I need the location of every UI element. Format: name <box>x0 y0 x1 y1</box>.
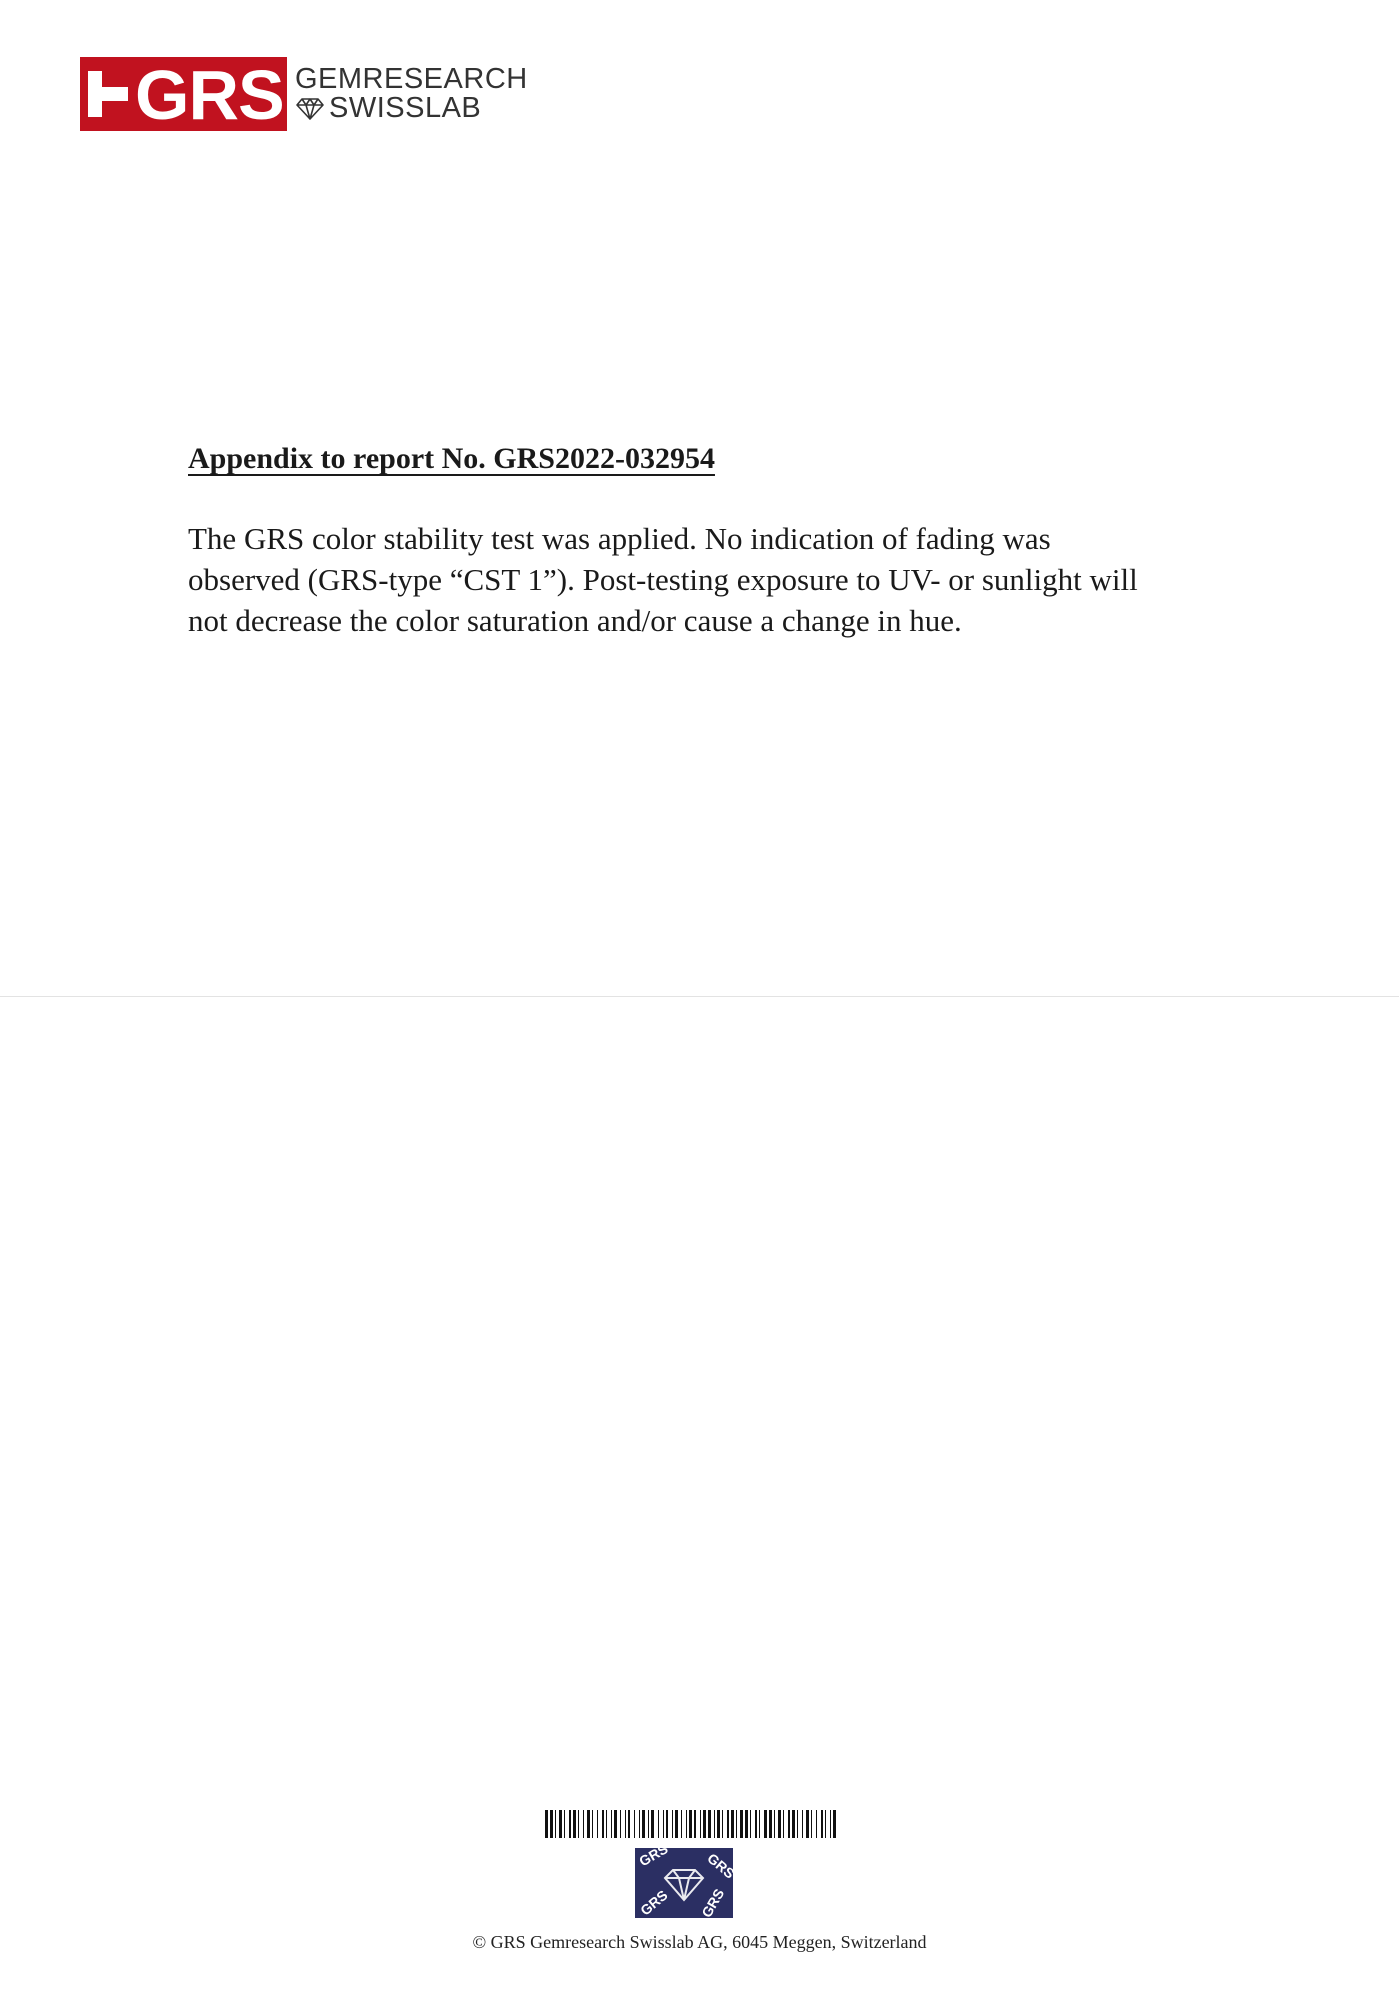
logo-line-swisslab: SWISSLAB <box>329 92 482 124</box>
barcode-bar <box>642 1810 645 1838</box>
barcode-bar <box>755 1810 757 1838</box>
barcode-bar <box>658 1810 659 1838</box>
appendix-title: Appendix to report No. GRS2022-032954 <box>188 442 715 475</box>
barcode-bar <box>648 1810 649 1838</box>
barcode-bar <box>559 1810 562 1838</box>
barcode-bar <box>722 1810 723 1838</box>
barcode-bar <box>727 1810 729 1838</box>
barcode-bar <box>833 1810 836 1838</box>
barcode-bar <box>694 1810 696 1838</box>
barcode-bar <box>811 1810 812 1838</box>
barcode-bar <box>592 1810 593 1838</box>
barcode-bar <box>821 1810 823 1838</box>
barcode-bar <box>740 1810 743 1838</box>
barcode-bar <box>764 1810 767 1838</box>
seal-text-2: GRS <box>704 1849 738 1882</box>
barcode-bar <box>583 1810 584 1838</box>
barcode-bar <box>731 1810 734 1838</box>
barcode-bar <box>587 1810 590 1838</box>
seal-text-1: GRS <box>636 1840 671 1870</box>
barcode-bar <box>602 1810 604 1838</box>
barcode-bar <box>769 1810 772 1838</box>
logo-red-block <box>80 56 287 134</box>
barcode-bar <box>745 1810 748 1838</box>
barcode-bar <box>802 1810 803 1838</box>
fold-line <box>0 996 1399 997</box>
barcode-bar <box>759 1810 760 1838</box>
barcode-bar <box>672 1810 673 1838</box>
barcode-bar <box>634 1810 635 1838</box>
logo-line-gemresearch: GEMRESEARCH <box>295 63 528 95</box>
barcode-bar <box>700 1810 701 1838</box>
barcode-bar <box>569 1810 571 1838</box>
barcode-bar <box>825 1810 826 1838</box>
appendix-body <box>188 518 1268 641</box>
barcode-bar <box>639 1810 640 1838</box>
logo-grs-text: GRS <box>135 56 284 134</box>
barcode-bar <box>806 1810 809 1838</box>
logo-wordmark <box>295 65 528 123</box>
barcode-bar <box>578 1810 579 1838</box>
barcode-bar <box>663 1810 664 1838</box>
barcode-bar <box>550 1810 553 1838</box>
barcode-bar <box>611 1810 612 1838</box>
appendix-line-3: not decrease the color saturation and/or cause a change in hue. <box>188 603 962 638</box>
barcode-bar <box>736 1810 737 1838</box>
barcode-bar <box>628 1810 630 1838</box>
security-seal-icon <box>635 1840 738 1921</box>
barcode-bar <box>545 1810 548 1838</box>
barcode-bar <box>573 1810 576 1838</box>
barcode-bar <box>666 1810 668 1838</box>
barcode-bar <box>614 1810 617 1838</box>
barcode-bar <box>714 1810 715 1838</box>
barcode <box>545 1810 837 1838</box>
barcode-bar <box>555 1810 556 1838</box>
barcode-bar <box>564 1810 565 1838</box>
barcode-bar <box>606 1810 607 1838</box>
barcode-bar <box>797 1810 798 1838</box>
appendix-line-2: observed (GRS-type “CST 1”). Post-testing exposure to UV- or sunlight will <box>188 562 1138 597</box>
barcode-bar <box>675 1810 678 1838</box>
barcode-bar <box>686 1810 687 1838</box>
barcode-bar <box>703 1810 706 1838</box>
diamond-icon <box>295 98 325 120</box>
barcode-bar <box>816 1810 817 1838</box>
barcode-bar <box>651 1810 654 1838</box>
seal-text-3: GRS <box>637 1886 671 1919</box>
barcode-bar <box>792 1810 795 1838</box>
barcode-bar <box>750 1810 751 1838</box>
appendix-line-1: The GRS color stability test was applied. No indication of fading was <box>188 521 1051 556</box>
footer-copyright: © GRS Gemresearch Swisslab AG, 6045 Meggen, Switzerland <box>472 1932 927 1952</box>
grs-logo <box>80 56 528 134</box>
barcode-bar <box>620 1810 621 1838</box>
logo-line-swisslab-row <box>295 94 528 123</box>
barcode-bar <box>681 1810 682 1838</box>
barcode-bar <box>689 1810 692 1838</box>
barcode-bar <box>708 1810 711 1838</box>
barcode-bar <box>717 1810 720 1838</box>
barcode-bar <box>778 1810 781 1838</box>
barcode-bar <box>774 1810 775 1838</box>
barcode-bar <box>783 1810 784 1838</box>
seal-text-4: GRS <box>698 1885 728 1921</box>
barcode-bar <box>788 1810 790 1838</box>
barcode-bar <box>830 1810 831 1838</box>
barcode-bar <box>625 1810 626 1838</box>
swiss-flag-icon <box>80 57 140 131</box>
barcode-bar <box>597 1810 598 1838</box>
